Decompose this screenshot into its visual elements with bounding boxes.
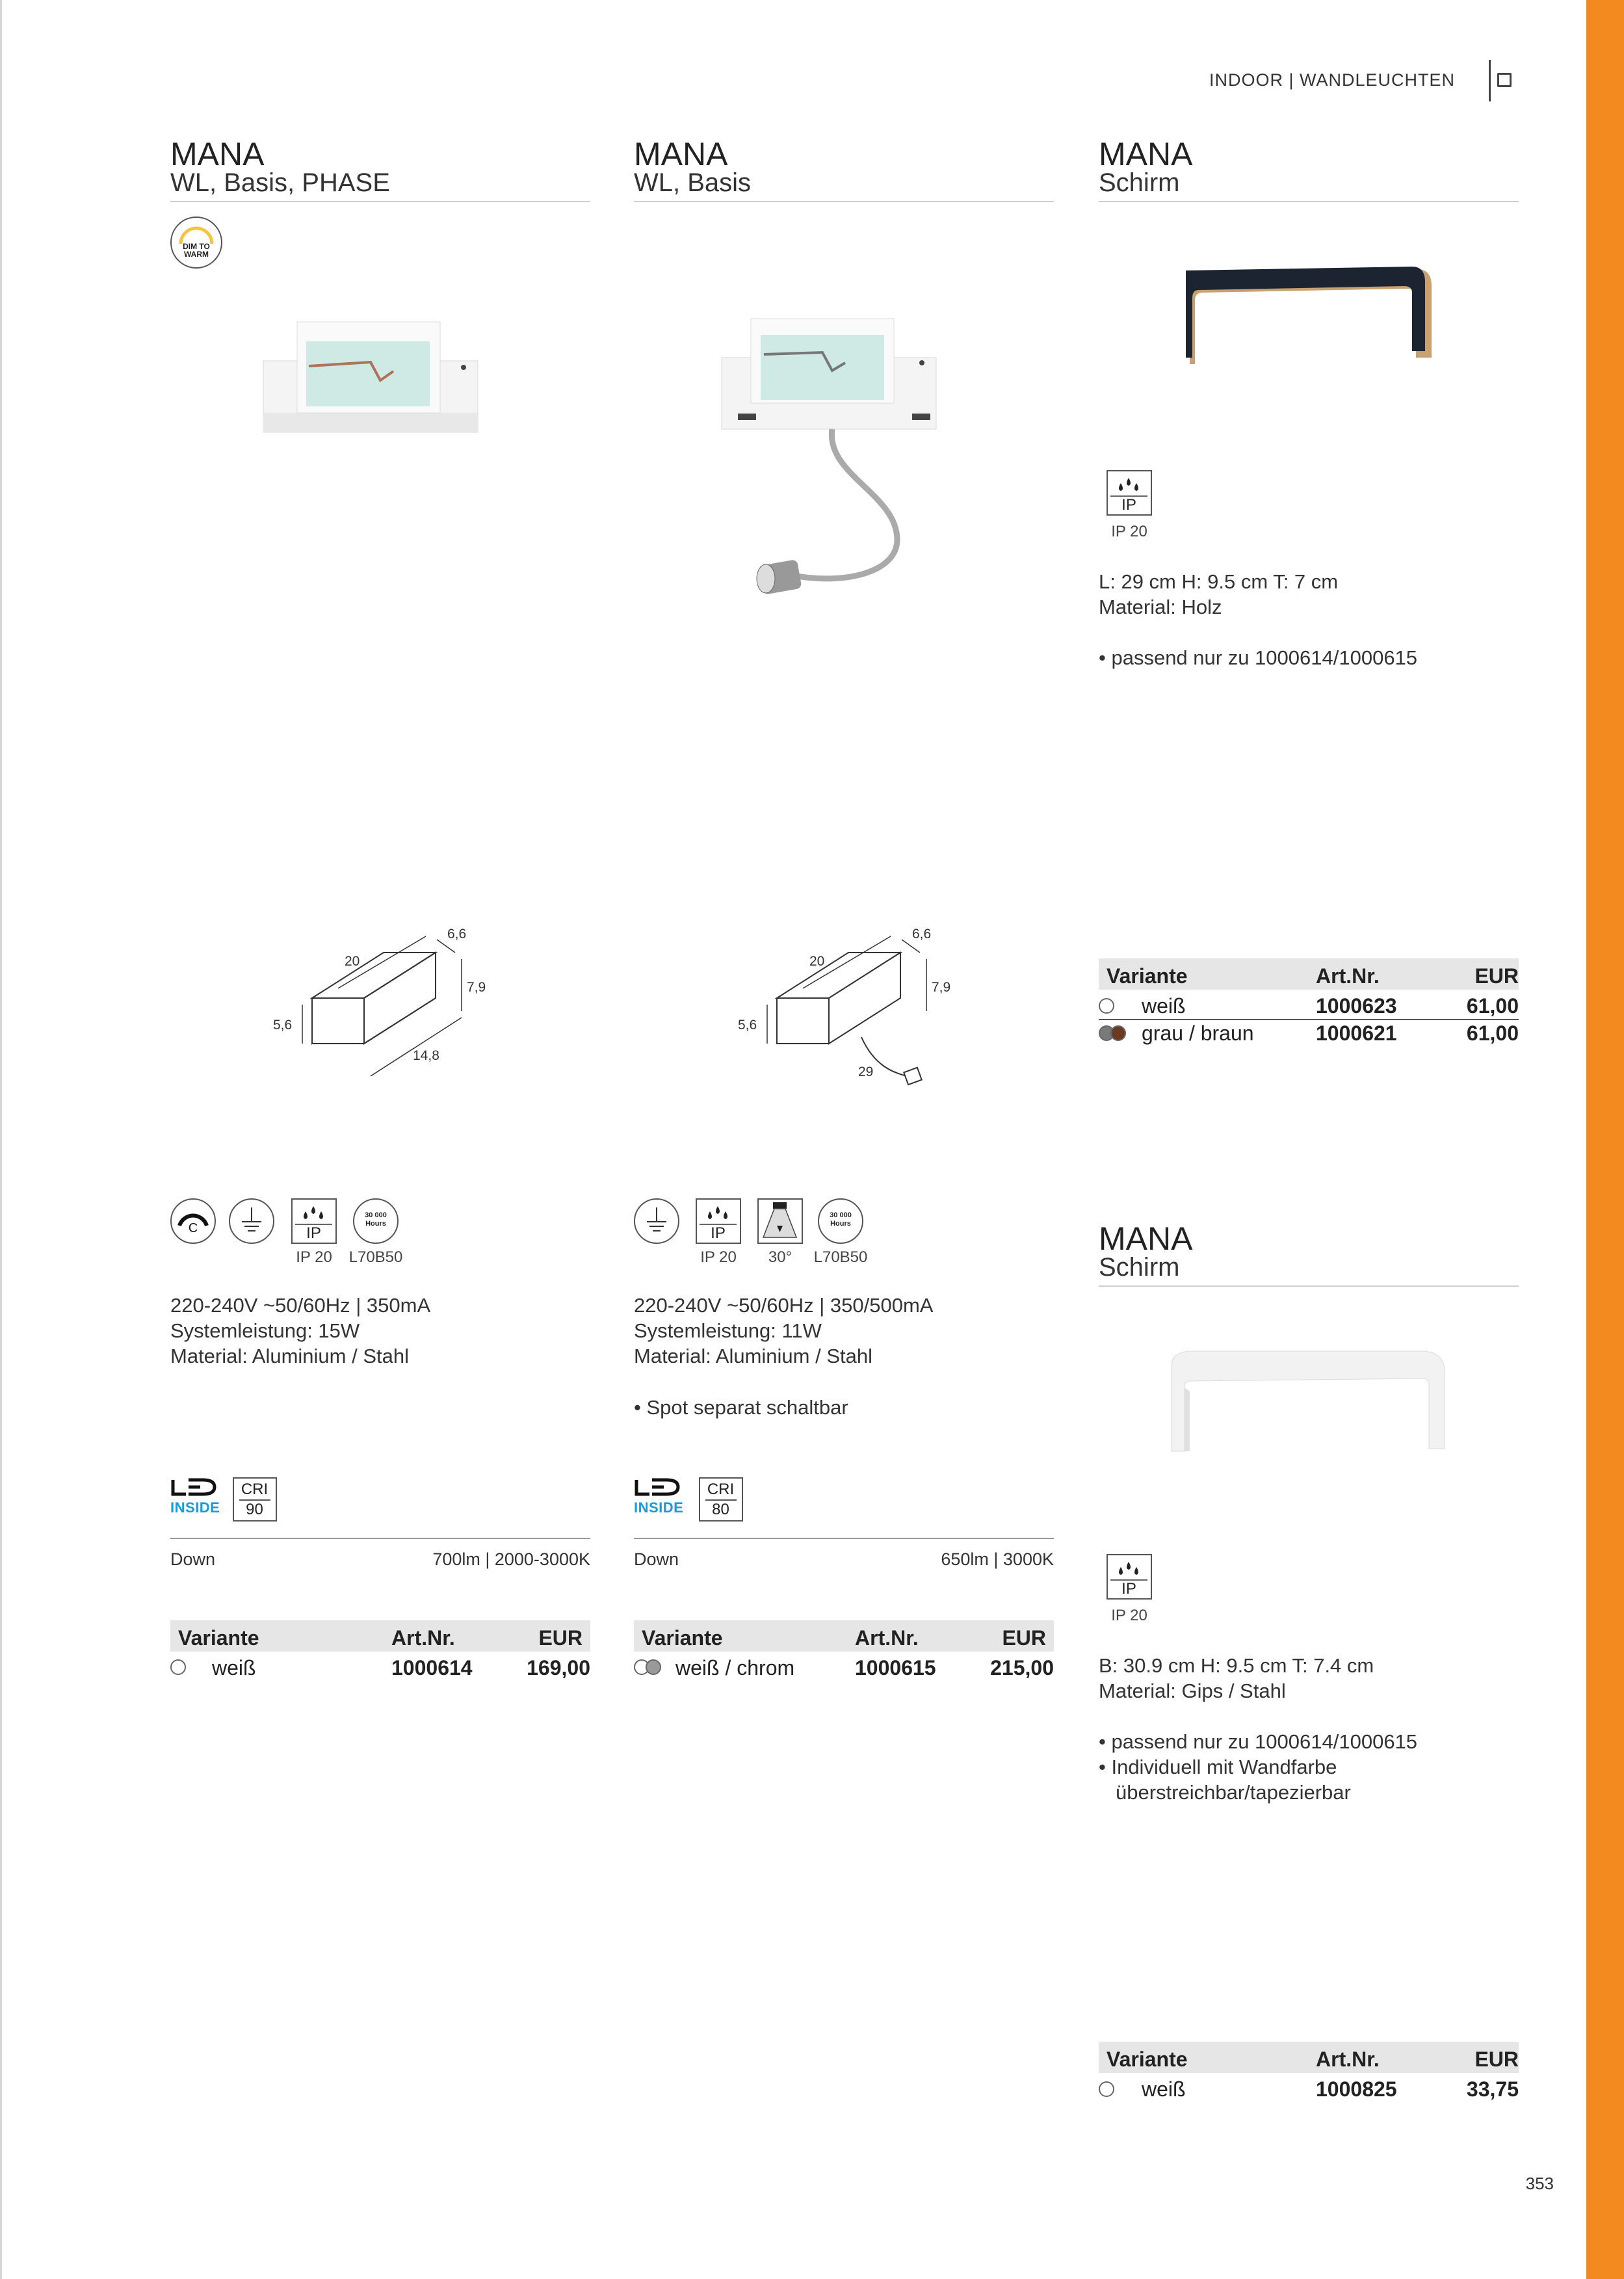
dim-length-label: 20 — [345, 954, 360, 969]
product-4-bullet-1: • passend nur zu 1000614/1000615 — [1099, 1730, 1418, 1753]
product-4-table-header — [1099, 2042, 1519, 2073]
lifetime-icon — [353, 1198, 399, 1244]
product-3-photo — [1183, 260, 1437, 371]
lifetime-icon-text: 30 000 Hours — [365, 1211, 387, 1228]
product-2-spec-1: 220-240V ~50/60Hz | 350/500mA — [634, 1294, 934, 1317]
ip-label: IP 20 — [1111, 1607, 1147, 1624]
page-left-edge — [0, 0, 2, 2279]
th-variante: Variante — [1107, 2048, 1188, 2071]
lifetime-label: L70B50 — [348, 1248, 403, 1266]
ip-icon-text: IP — [1121, 1580, 1136, 1598]
dim-depth-label: 6,6 — [912, 927, 932, 942]
color-swatch-brown — [1110, 1025, 1126, 1041]
th-eur: EUR — [1002, 1626, 1046, 1650]
ip-icon-text: IP — [306, 1224, 321, 1242]
earth-icon — [229, 1198, 274, 1244]
row-variant: weiß — [1142, 2077, 1186, 2101]
product-1-table-header — [170, 1620, 590, 1652]
row-price: 33,75 — [1466, 2077, 1519, 2101]
product-2-dimension-drawing — [731, 927, 972, 1096]
product-3-table-header — [1099, 958, 1519, 990]
product-1-title-rule — [170, 201, 590, 202]
product-4-bullet-2-cont: überstreichbar/tapezierbar — [1116, 1781, 1351, 1804]
product-2-bullet-1: • Spot separat schaltbar — [634, 1396, 848, 1419]
color-swatch-chrome — [646, 1659, 661, 1675]
th-artnr: Art.Nr. — [1316, 964, 1380, 988]
beam-angle-icon — [757, 1198, 803, 1244]
th-eur: EUR — [1474, 964, 1519, 988]
light-direction: Down — [634, 1549, 679, 1569]
row-price: 215,00 — [990, 1656, 1054, 1680]
ip-icon — [1107, 1554, 1152, 1600]
lifetime-icon-text: 30 000 Hours — [830, 1211, 852, 1228]
row-artnr: 1000623 — [1316, 994, 1397, 1018]
color-swatch-white — [170, 1659, 186, 1675]
product-1-spec-1: 220-240V ~50/60Hz | 350mA — [170, 1294, 431, 1317]
product-3-spec-2: Material: Holz — [1099, 596, 1222, 618]
row-variant: weiß / chrom — [675, 1656, 795, 1680]
product-3-spec-1: L: 29 cm H: 9.5 cm T: 7 cm — [1099, 570, 1339, 593]
row-price: 169,00 — [527, 1656, 590, 1680]
row-artnr: 1000621 — [1316, 1021, 1397, 1045]
product-2-subtitle: WL, Basis — [634, 168, 752, 197]
row-price: 61,00 — [1466, 1021, 1519, 1045]
dim-height-label: 7,9 — [932, 980, 951, 995]
product-4-subtitle: Schirm — [1099, 1253, 1180, 1282]
product-2-title-rule — [634, 201, 1054, 202]
product-2-light-rule — [634, 1538, 1054, 1539]
earth-icon — [634, 1198, 679, 1244]
ip-icon-text: IP — [711, 1224, 726, 1242]
product-4-photo — [1164, 1339, 1450, 1456]
product-1-title: MANA — [170, 136, 265, 172]
beam-angle-label: 30° — [768, 1248, 792, 1266]
light-values: 650lm | 3000K — [941, 1549, 1054, 1569]
dim-depth-label: 6,6 — [447, 927, 467, 942]
dim-arm-label: 29 — [858, 1064, 874, 1079]
th-variante: Variante — [1107, 964, 1188, 988]
th-eur: EUR — [1474, 2048, 1519, 2071]
table-row — [1099, 2075, 1519, 2103]
product-4-spec-2: Material: Gips / Stahl — [1099, 1680, 1286, 1702]
svg-text:C: C — [188, 1221, 198, 1235]
table-row — [1099, 1020, 1519, 1047]
row-artnr: 1000614 — [391, 1656, 473, 1680]
product-2-spec-2: Systemleistung: 11W — [634, 1319, 822, 1342]
cri-value: 80 — [712, 1501, 729, 1518]
ip-icon-text: IP — [1121, 496, 1136, 514]
led-inside-logo — [170, 1477, 220, 1520]
color-swatch-white — [1099, 2081, 1114, 2097]
page-number: 353 — [1525, 2174, 1554, 2193]
product-4-spec-1: B: 30.9 cm H: 9.5 cm T: 7.4 cm — [1099, 1654, 1374, 1677]
product-3-title: MANA — [1099, 136, 1193, 172]
dim-height-label: 7,9 — [467, 980, 486, 995]
dim-plate-label: 5,6 — [273, 1018, 293, 1033]
th-artnr: Art.Nr. — [1316, 2048, 1380, 2071]
led-inside-text: INSIDE — [634, 1499, 684, 1516]
cri-badge — [233, 1477, 277, 1522]
ip-icon — [1107, 470, 1152, 516]
lifetime-label: L70B50 — [813, 1248, 868, 1266]
product-1-subtitle: WL, Basis, PHASE — [170, 168, 390, 197]
ip-icon — [291, 1198, 337, 1244]
row-variant: weiß — [212, 1656, 256, 1680]
th-eur: EUR — [538, 1626, 583, 1650]
dim-width-label: 14,8 — [413, 1048, 439, 1063]
product-3-bullet-1: • passend nur zu 1000614/1000615 — [1099, 646, 1418, 669]
product-1-photo — [257, 315, 491, 439]
cri-value: 90 — [246, 1501, 263, 1518]
lifetime-icon — [818, 1198, 863, 1244]
row-variant: weiß — [1142, 994, 1186, 1018]
th-artnr: Art.Nr. — [855, 1626, 919, 1650]
svg-text:DIM TO: DIM TO — [183, 242, 210, 251]
light-values: 700lm | 2000-3000K — [432, 1549, 590, 1569]
th-variante: Variante — [642, 1626, 723, 1650]
product-1-dimension-drawing — [267, 927, 507, 1076]
ip-label: IP 20 — [296, 1248, 332, 1266]
light-direction: Down — [170, 1549, 216, 1569]
product-2-photo — [715, 312, 949, 611]
cri-label: CRI — [707, 1481, 735, 1498]
row-artnr: 1000825 — [1316, 2077, 1397, 2101]
led-inside-text: INSIDE — [170, 1499, 220, 1516]
product-4-bullet-2: • Individuell mit Wandfarbe — [1099, 1756, 1337, 1778]
dim-plate-label: 5,6 — [738, 1018, 757, 1033]
table-row — [170, 1653, 590, 1682]
product-4-title-rule — [1099, 1285, 1519, 1287]
product-1-light-rule — [170, 1538, 590, 1539]
dim-length-label: 20 — [809, 954, 825, 969]
product-3-title-rule — [1099, 201, 1519, 202]
color-swatch-white — [1099, 998, 1114, 1014]
ip-label: IP 20 — [1111, 523, 1147, 540]
phase-dimming-icon — [170, 1198, 216, 1244]
product-2-table-header — [634, 1620, 1054, 1652]
wall-lamp-icon — [1489, 60, 1508, 101]
cri-badge — [699, 1477, 743, 1522]
ip-icon — [696, 1198, 741, 1244]
product-3-subtitle: Schirm — [1099, 168, 1180, 197]
led-inside-logo — [634, 1477, 684, 1520]
product-2-spec-3: Material: Aluminium / Stahl — [634, 1345, 872, 1367]
table-row — [1099, 992, 1519, 1020]
product-1-spec-3: Material: Aluminium / Stahl — [170, 1345, 409, 1367]
product-4-title: MANA — [1099, 1220, 1193, 1257]
th-variante: Variante — [178, 1626, 259, 1650]
dim-to-warm-badge — [170, 217, 222, 269]
row-price: 61,00 — [1466, 994, 1519, 1018]
section-header: INDOOR | WANDLEUCHTEN — [1209, 70, 1456, 90]
orange-side-bar — [1586, 0, 1624, 2279]
row-artnr: 1000615 — [855, 1656, 936, 1680]
product-1-spec-2: Systemleistung: 15W — [170, 1319, 360, 1342]
row-variant: grau / braun — [1142, 1021, 1254, 1045]
product-2-title: MANA — [634, 136, 728, 172]
table-row — [634, 1653, 1054, 1682]
cri-label: CRI — [241, 1481, 268, 1498]
svg-text:WARM: WARM — [184, 250, 209, 259]
th-artnr: Art.Nr. — [391, 1626, 455, 1650]
ip-label: IP 20 — [700, 1248, 737, 1266]
